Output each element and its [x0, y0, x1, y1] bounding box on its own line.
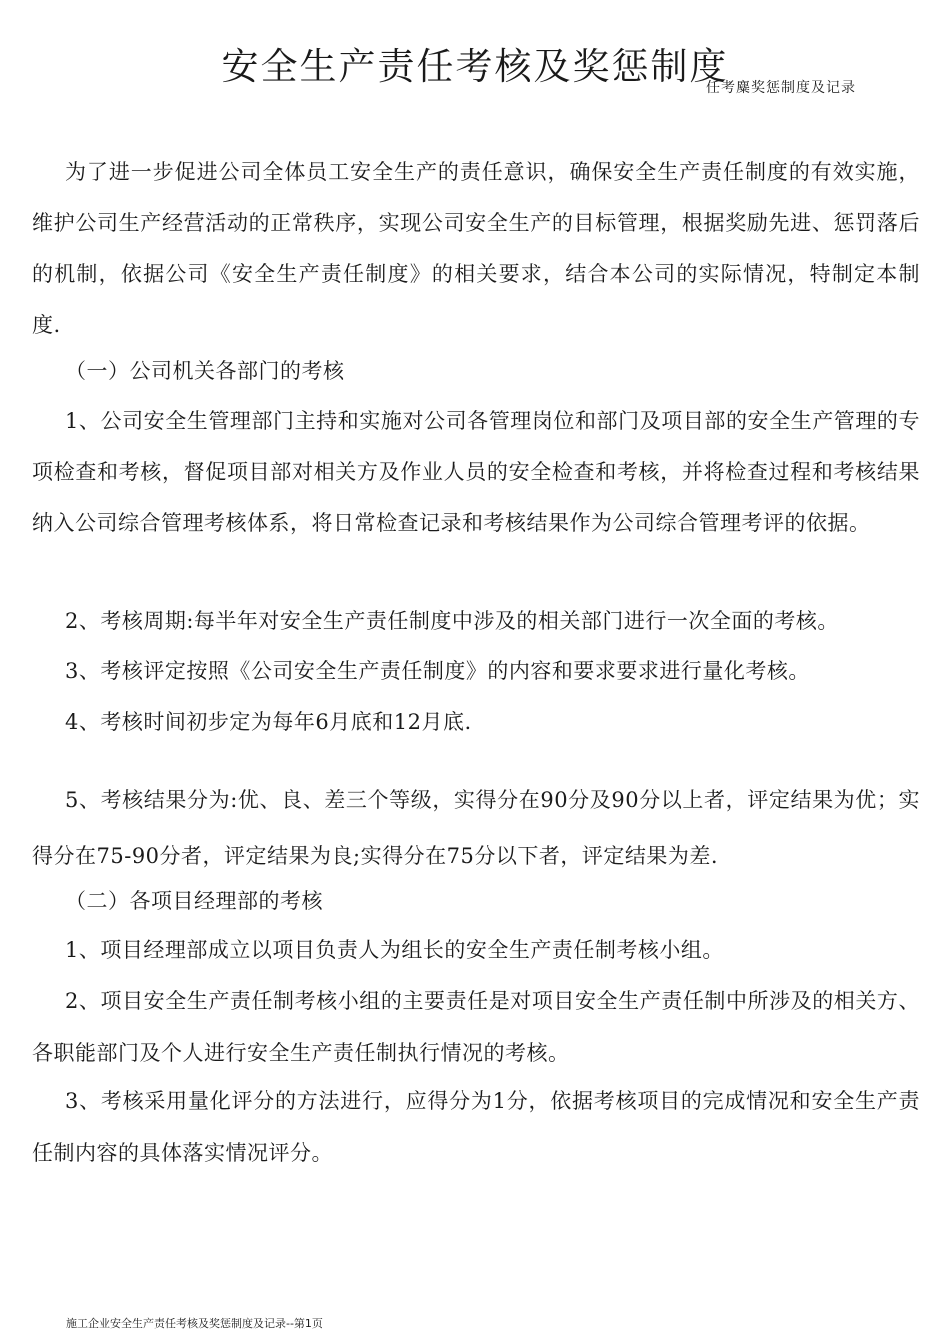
section-heading-1: （一）公司机关各部门的考核 — [65, 359, 345, 383]
page-footer: 施工企业安全生产责任考核及奖惩制度及记录--第1页 — [66, 1317, 323, 1330]
clause-1-2: 2、考核周期:每半年对安全生产责任制度中涉及的相关部门进行一次全面的考核。 — [65, 609, 839, 633]
clause-1-3: 3、考核评定按照《公司安全生产责任制度》的内容和要求要求进行量化考核。 — [65, 659, 810, 683]
clause-1-4: 4、考核时间初步定为每年6月底和12月底. — [65, 710, 472, 734]
clause-1-5: 5、考核结果分为:优、良、差三个等级，实得分在90分及90分以上者，评定结果为优；实得分在75-90分者，评定结果为良;实得分在75分以下者，评定结果为差. — [32, 788, 920, 868]
document-title: 安全生产责任考核及奖惩制度 — [221, 45, 729, 88]
header-note: 任考麋奖惩制度及记录 — [706, 80, 856, 96]
clause-2-1: 1、项目经理部成立以项目负责人为组长的安全生产责任制考核小组。 — [65, 938, 724, 962]
clause-2-3: 3、考核采用量化评分的方法进行，应得分为1分，依据考核项目的完成情况和安全生产责任制内容的具体落实情况评分。 — [32, 1089, 920, 1165]
section-heading-2: （二）各项目经理部的考核 — [65, 889, 323, 913]
intro-paragraph: 为了进一步促进公司全体员工安全生产的责任意识，确保安全生产责任制度的有效实施，维护公司生产经营活动的正常秩序，实现公司安全生产的目标管理，根据奖励先进、惩罚落后的机制，依据公司《安全生产责任制度》的相关要求，结合本公司的实际情况，特制定本制度. — [32, 160, 920, 337]
clause-2-2: 2、项目安全生产责任制考核小组的主要责任是对项目安全生产责任制中所涉及的相关方、各职能部门及个人进行安全生产责任制执行情况的考核。 — [32, 989, 920, 1065]
clause-1-1: 1、公司安全生管理部门主持和实施对公司各管理岗位和部门及项目部的安全生产管理的专项检查和考核，督促项目部对相关方及作业人员的安全检查和考核，并将检查过程和考核结果纳入公司综合管理考核体系，将日常检查记录和考核结果作为公司综合管理考评的依据。 — [32, 409, 920, 535]
